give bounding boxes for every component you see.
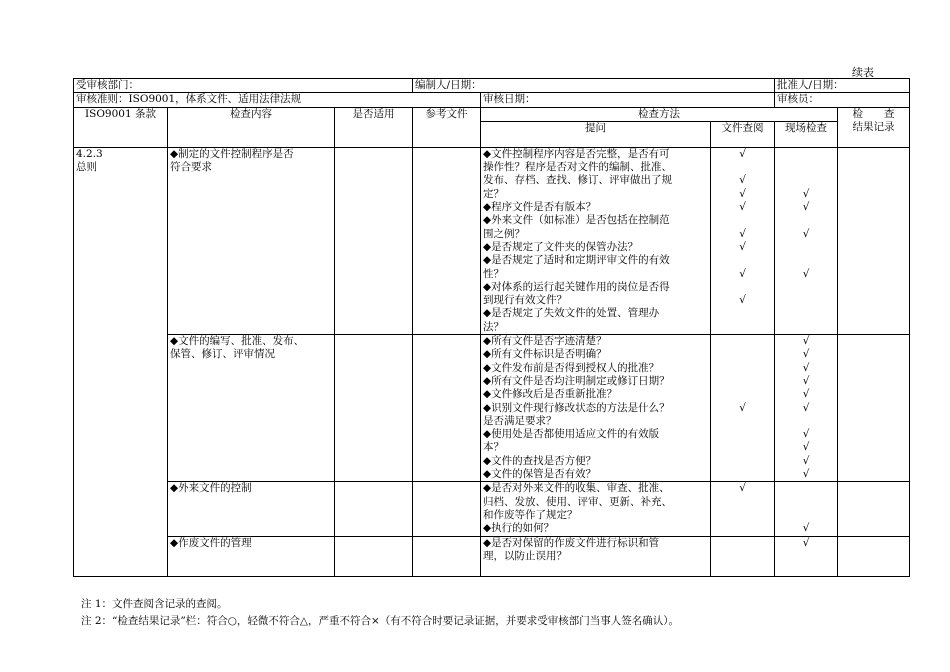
question-line: 定？ <box>483 187 505 200</box>
refdoc-cell <box>413 536 481 577</box>
onsite-mark <box>777 294 835 307</box>
question-line: ◆文件修改后是否重新批准？ <box>483 388 618 401</box>
onsite-mark: √ <box>802 441 810 454</box>
question-line: ◆所有文件是否均注明制定或修订日期？ <box>483 374 670 387</box>
approved-by-field: 批准人/日期： <box>775 79 910 93</box>
doc-review-cell <box>711 335 775 482</box>
doc-review-mark <box>713 161 772 174</box>
onsite-cell <box>775 536 838 577</box>
question-line: ◆是否规定了文件夹的保管办法？ <box>483 240 639 253</box>
checklist-group-row <box>74 536 910 577</box>
onsite-mark: √ <box>802 388 810 401</box>
applicable-cell <box>335 536 413 577</box>
doc-review-mark <box>713 335 772 348</box>
onsite-mark <box>777 307 835 320</box>
onsite-mark <box>777 482 835 495</box>
doc-review-mark <box>713 254 772 267</box>
clause-line: 4.2.3 <box>76 147 103 160</box>
onsite-mark: √ <box>802 374 810 387</box>
content-line: ◆文件的编写、批准、发布、 <box>170 335 305 348</box>
question-cell <box>481 147 711 334</box>
question-line: ◆文件发布前是否得到授权人的批准？ <box>483 361 660 374</box>
doc-review-cell <box>711 482 775 536</box>
auditor-field: 审核员： <box>775 93 910 107</box>
doc-review-mark <box>713 537 772 550</box>
col-header-question: 提问 <box>481 121 711 147</box>
prepared-by-field: 编制人/日期： <box>413 79 775 93</box>
doc-review-mark <box>713 509 772 522</box>
doc-review-cell <box>711 147 775 334</box>
question-line: 操作性？程序是否对文件的编制、批准、 <box>483 161 673 174</box>
col-header-onsite: 现场检查 <box>775 121 838 147</box>
audit-date-field: 审核日期： <box>481 93 775 107</box>
onsite-mark <box>777 214 835 227</box>
doc-review-mark: √ <box>739 401 746 414</box>
doc-review-mark: √ <box>739 240 746 253</box>
doc-review-mark <box>713 362 772 375</box>
question-line: ◆是否对外来文件的收集、审查、批准、 <box>483 482 670 495</box>
onsite-mark <box>777 563 835 576</box>
doc-review-mark <box>713 281 772 294</box>
onsite-mark <box>777 148 835 161</box>
question-line: 归档、发放、使用、评审、更新、补充、 <box>483 495 673 508</box>
clause-line: 总则 <box>76 161 97 174</box>
doc-review-mark <box>713 455 772 468</box>
question-cell <box>481 335 711 482</box>
onsite-mark: √ <box>802 361 810 374</box>
onsite-mark: √ <box>802 187 810 200</box>
footnotes <box>81 596 679 630</box>
onsite-mark: √ <box>802 536 810 549</box>
onsite-mark: √ <box>802 335 810 348</box>
applicable-cell <box>335 335 413 482</box>
result-cell <box>838 335 910 482</box>
content-line: 符合要求 <box>170 161 212 174</box>
onsite-mark: √ <box>802 267 810 280</box>
question-line: ◆执行的如何？ <box>483 522 555 535</box>
result-header-line-1: 检 查 <box>852 107 895 120</box>
col-header-method: 检查方法 <box>481 107 838 121</box>
question-line: 性？ <box>483 267 505 280</box>
content-line: ◆外来文件的控制 <box>170 482 252 495</box>
result-header-line-2: 结果记录 <box>852 120 895 133</box>
doc-review-mark <box>713 428 772 441</box>
content-line: 保管、修订、评审情况 <box>170 348 275 361</box>
doc-review-mark <box>713 563 772 576</box>
doc-review-mark <box>713 375 772 388</box>
question-line: ◆外来文件（如标准）是否包括在控制范 <box>483 214 670 227</box>
checklist-group-row <box>74 482 910 536</box>
onsite-mark: √ <box>802 428 810 441</box>
col-header-applicable: 是否适用 <box>335 107 413 147</box>
note-1: 注 1：文件查阅含记录的查阅。 <box>81 598 228 610</box>
doc-review-mark: √ <box>739 294 746 307</box>
question-line: ◆文件的查找是否方便？ <box>483 454 597 467</box>
doc-review-mark <box>713 468 772 481</box>
col-header-clause: ISO9001 条款 <box>74 107 168 147</box>
content-line: ◆制定的文件控制程序是否 <box>170 147 294 160</box>
onsite-cell <box>775 482 838 536</box>
question-line: ◆对体系的运行起关键作用的岗位是否得 <box>483 280 670 293</box>
clause-cell <box>74 147 168 577</box>
question-line: 和作废等作了规定？ <box>483 508 578 521</box>
col-header-doc-review: 文件查阅 <box>711 121 775 147</box>
audited-dept-field: 受审核部门： <box>74 79 413 93</box>
question-line: 理，以防止误用？ <box>483 549 568 562</box>
refdoc-cell <box>413 482 481 536</box>
question-line: 是否满足要求？ <box>483 414 557 427</box>
onsite-mark <box>777 281 835 294</box>
question-line: 围之例？ <box>483 227 526 240</box>
audit-checklist-table <box>73 78 910 577</box>
question-line: ◆所有文件标识是否明确？ <box>483 348 607 361</box>
onsite-mark <box>777 321 835 334</box>
result-cell <box>838 482 910 536</box>
doc-review-mark: √ <box>739 482 746 495</box>
onsite-mark <box>777 415 835 428</box>
question-line: ◆是否对保留的作废文件进行标识和管 <box>483 536 660 549</box>
question-line: ◆是否规定了适时和定期评审文件的有效 <box>483 254 670 267</box>
onsite-mark: √ <box>802 201 810 214</box>
question-line: 发布、存档、查找、修订、评审做出了规 <box>483 174 673 187</box>
col-header-content: 检查内容 <box>168 107 335 147</box>
doc-review-mark <box>713 214 772 227</box>
onsite-mark <box>777 254 835 267</box>
col-header-result <box>838 107 910 147</box>
audit-criteria-field: 审核准则：ISO9001，体系文件、适用法律法规 <box>74 93 481 107</box>
question-line <box>483 563 708 576</box>
onsite-cell <box>775 335 838 482</box>
applicable-cell <box>335 482 413 536</box>
doc-review-mark <box>713 522 772 535</box>
checklist-group-row <box>74 335 910 482</box>
doc-review-cell <box>711 536 775 577</box>
onsite-mark: √ <box>802 522 810 535</box>
onsite-mark <box>777 174 835 187</box>
applicable-cell <box>335 147 413 334</box>
onsite-mark: √ <box>802 348 810 361</box>
question-line: ◆是否规定了失效文件的处置、管理办 <box>483 307 660 320</box>
doc-review-mark <box>713 348 772 361</box>
doc-review-mark: √ <box>739 174 746 187</box>
doc-review-mark <box>713 496 772 509</box>
col-header-refdoc: 参考文件 <box>413 107 481 147</box>
doc-review-mark <box>713 321 772 334</box>
question-line: 法？ <box>483 320 505 333</box>
doc-review-mark: √ <box>739 227 746 240</box>
doc-review-mark <box>713 441 772 454</box>
question-line: ◆文件控制程序内容是否完整，是否有可 <box>483 147 670 160</box>
content-line: ◆作废文件的管理 <box>170 536 252 549</box>
check-content-cell <box>168 147 335 334</box>
question-cell <box>481 536 711 577</box>
doc-review-mark <box>713 415 772 428</box>
question-line: ◆识别文件现行修改状态的方法是什么？ <box>483 401 670 414</box>
onsite-mark <box>777 161 835 174</box>
onsite-mark: √ <box>802 401 810 414</box>
question-line: ◆使用处是否都使用适应文件的有效版 <box>483 428 660 441</box>
question-line: ◆程序文件是否有版本？ <box>483 201 597 214</box>
refdoc-cell <box>413 147 481 334</box>
result-cell <box>838 536 910 577</box>
result-cell <box>838 147 910 334</box>
onsite-mark: √ <box>802 454 810 467</box>
refdoc-cell <box>413 335 481 482</box>
question-line: 本？ <box>483 441 505 454</box>
doc-review-mark <box>713 388 772 401</box>
onsite-mark <box>777 509 835 522</box>
doc-review-mark: √ <box>739 187 746 200</box>
check-content-cell <box>168 335 335 482</box>
doc-review-mark: √ <box>739 147 746 160</box>
onsite-mark: √ <box>802 468 810 481</box>
doc-review-mark: √ <box>739 267 746 280</box>
question-line: 到现行有效文件？ <box>483 294 568 307</box>
onsite-mark <box>777 496 835 509</box>
onsite-cell <box>775 147 838 334</box>
check-content-cell <box>168 536 335 577</box>
doc-review-mark: √ <box>739 201 746 214</box>
question-line: ◆文件的保管是否有效？ <box>483 468 597 481</box>
doc-review-mark <box>713 550 772 563</box>
continued-label: 续表 <box>852 66 874 79</box>
note-2: 注 2：“检查结果记录”栏：符合○，轻微不符合△，严重不符合×（有不符合时要记录证据，并要求受审核部门当事人签名确认）。 <box>81 615 680 627</box>
onsite-mark <box>777 241 835 254</box>
doc-review-mark <box>713 307 772 320</box>
question-line: ◆所有文件是否字迹清楚？ <box>483 335 607 348</box>
question-cell <box>481 482 711 536</box>
check-content-cell <box>168 482 335 536</box>
checklist-group-row <box>74 147 910 334</box>
onsite-mark <box>777 550 835 563</box>
onsite-mark: √ <box>802 227 810 240</box>
